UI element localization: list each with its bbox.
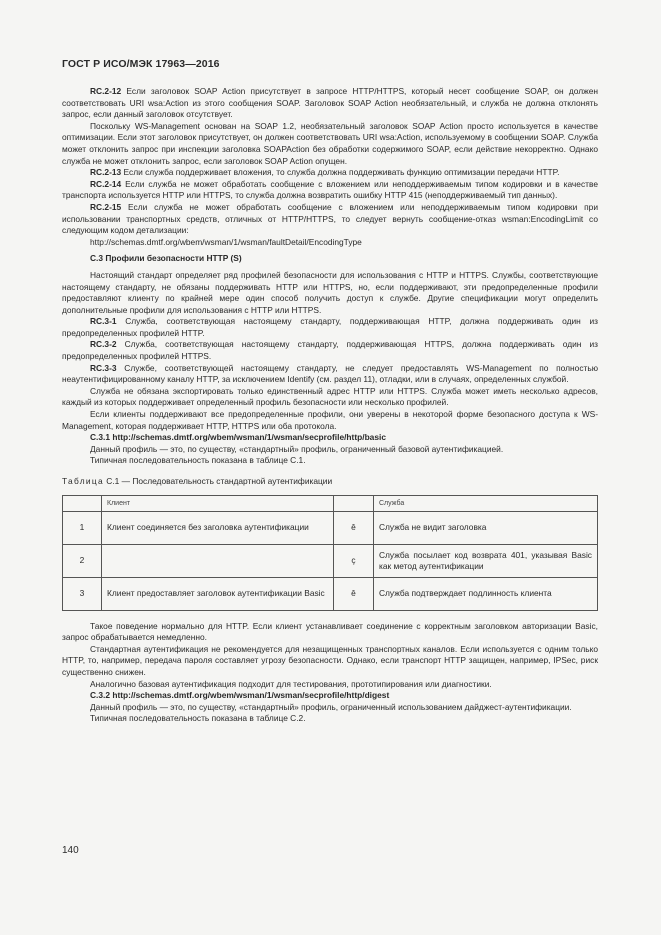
paragraph: Типичная последовательность показана в таблице С.2. xyxy=(90,713,306,724)
document-header: ГОСТ Р ИСО/МЭК 17963—2016 xyxy=(62,58,220,70)
paragraph-rc-2-15 xyxy=(62,202,598,237)
requirement-id: RC.2-13 xyxy=(90,167,122,178)
table-caption-prefix: Таблица xyxy=(62,476,104,486)
paragraph-rc-3-1 xyxy=(62,316,598,339)
paragraph-text: Если служба не может обработать сообщение с вложением или неподдерживаемым типом кодировки и в качестве транспорта используется HTTP или HTTPS, то служба должна возвратить ошибку HTTP 415 (неподдерживаемый тип данных). xyxy=(62,178,598,201)
paragraph-rc-3-2 xyxy=(62,339,598,362)
section-heading-c3: С.3 Профили безопасности HTTP (S) xyxy=(90,253,242,264)
paragraph: Данный профиль — это, по существу, «стандартный» профиль, ограниченный базовой аутентификацией. xyxy=(90,443,504,454)
arrow-right-icon: ê xyxy=(334,511,374,544)
table-header-row xyxy=(63,495,598,511)
page-number: 140 xyxy=(62,845,79,856)
row-number: 3 xyxy=(63,577,102,610)
paragraph: Поскольку WS-Management основан на SOAP 1.2, необязательный заголовок SOAP Action просто используется в качестве оптимизации. Если этот заголовок присутствует, он должен соответствовать URI wsa:Action, используемому в сообщении SOAP. Служба может отклонить запрос при инспекции заголовка SOAPAction без обработки содержимого SOAP, если действие некорректно. Однако служба не может отклонить запрос, если заголовок SOAP Action опущен. xyxy=(62,120,598,166)
section-heading-c3-2: С.3.2 http://schemas.dmtf.org/wbem/wsman/1/wsman/secprofile/http/digest xyxy=(90,690,390,701)
header-client: Клиент xyxy=(102,495,334,511)
paragraph: Данный профиль — это, по существу, «стандартный» профиль, ограниченный использованием дайджест-аутентификации. xyxy=(90,701,572,712)
paragraph: Аналогично базовая аутентификация подходит для тестирования, прототипирования или диагностики. xyxy=(90,678,492,689)
paragraph: Стандартная аутентификация не рекомендуется для незащищенных транспортных каналов. Если используется с одним только HTTP, то, например, передача пароля составляет угрозу безопасности. Однако, если транспорт HTTP защищен, например, IPSec, риск существенно снижен. xyxy=(62,643,598,677)
arrow-left-icon: ç xyxy=(334,544,374,577)
paragraph: Типичная последовательность показана в таблице С.1. xyxy=(90,455,306,466)
table-row xyxy=(63,577,598,610)
document-body xyxy=(62,86,598,725)
row-number: 2 xyxy=(63,544,102,577)
table-row xyxy=(63,511,598,544)
authentication-sequence-table xyxy=(62,495,598,611)
client-cell xyxy=(102,544,334,577)
section-heading-c3-1: С.3.1 http://schemas.dmtf.org/wbem/wsman/1/wsman/secprofile/http/basic xyxy=(90,432,386,443)
header-service: Служба xyxy=(374,495,598,511)
service-cell: Служба не видит заголовка xyxy=(374,511,598,544)
row-number: 1 xyxy=(63,511,102,544)
paragraph-text: Служба, соответствующая настоящему стандарту, поддерживающая HTTP, должна поддерживать один из предопределенных профилей HTTP. xyxy=(62,316,598,338)
requirement-id: RC.2-12 xyxy=(90,86,122,96)
table-caption-text: С.1 — Последовательность стандартной аутентификации xyxy=(103,476,333,486)
paragraph-text: Если заголовок SOAP Action присутствует в запросе HTTP/HTTPS, который несет сообщение SOAP, он должен соответствовать URI wsa:Action из этого сообщения SOAP. Заголовок SOAP Action необязательный, и служба не должна отклонять запрос, если данный заголовок отсутствует. xyxy=(62,86,598,120)
paragraph-rc-2-13 xyxy=(62,167,598,179)
paragraph-text: Служба, соответствующая настоящему стандарту, поддерживающая HTTPS, должна поддерживать один из предопределенных профилей HTTPS. xyxy=(62,339,598,362)
table-caption xyxy=(62,476,598,488)
paragraph-text: Службе, соответствующей настоящему стандарту, не следует предоставлять WS-Management по полностью неаутентифицированному каналу HTTP, за исключением Identify (см. раздел 11), отладки, или в случаях, определенных службой. xyxy=(62,362,598,385)
requirement-id: RC.3-2 xyxy=(90,339,117,350)
fault-detail-uri: http://schemas.dmtf.org/wbem/wsman/1/wsman/faultDetail/EncodingType xyxy=(90,236,362,247)
table-row xyxy=(63,544,598,577)
paragraph-rc-3-3 xyxy=(62,363,598,386)
requirement-id: RC.3-3 xyxy=(90,362,117,373)
service-cell: Служба посылает код возврата 401, указывая Basic как метод аутентификации xyxy=(374,544,598,577)
header-arrow xyxy=(334,495,374,511)
service-cell: Служба подтверждает подлинность клиента xyxy=(374,577,598,610)
paragraph: Если клиенты поддерживают все предопределенные профили, они уверены в некоторой форме безопасного доступа к WS-Management, которая поддерживает HTTP, HTTPS или оба протокола. xyxy=(62,409,598,431)
paragraph: Такое поведение нормально для HTTP. Если клиент устанавливает соединение с корректным заголовком авторизации Basic, запрос обрабатывается немедленно. xyxy=(62,620,598,643)
requirement-id: RC.2-15 xyxy=(90,201,122,212)
arrow-right-icon: ê xyxy=(334,577,374,610)
client-cell: Клиент предоставляет заголовок аутентификации Basic xyxy=(102,577,334,610)
paragraph: Настоящий стандарт определяет ряд профилей безопасности для использования с HTTP и HTTPS. Службы, соответствующие настоящему стандарту, не обязаны поддерживать HTTP или HTTPS, но, если поддерживают, эти предопределенные профили предоставляют клиенту по крайней мере один способ получить доступ к службе. Другие спецификации могут определить дополнительные профили для использования с HTTP или HTTPS. xyxy=(62,269,598,315)
paragraph-text: Если служба не может обработать сообщение с вложением или неподдерживаемым типом кодировки при использовании транспортных средств, отличных от HTTP/HTTPS, то следует вернуть сообщение-отказ wsman:EncodingLimit со следующим кодом детализации: xyxy=(62,201,598,236)
paragraph: Служба не обязана экспортировать только единственный адрес HTTP или HTTPS. Служба может иметь несколько адресов, каждый из которых поддерживает определенный профиль безопасности или несколько профилей. xyxy=(62,385,598,408)
requirement-id: RC.3-1 xyxy=(90,316,117,327)
paragraph-text: Если служба поддерживает вложения, то служба должна поддерживать функцию оптимизации передачи HTTP. xyxy=(121,167,560,178)
requirement-id: RC.2-14 xyxy=(90,178,122,189)
paragraph-rc-2-14 xyxy=(62,179,598,202)
header-num xyxy=(63,495,102,511)
client-cell: Клиент соединяется без заголовка аутентификации xyxy=(102,511,334,544)
paragraph-rc-2-12 xyxy=(62,86,598,121)
